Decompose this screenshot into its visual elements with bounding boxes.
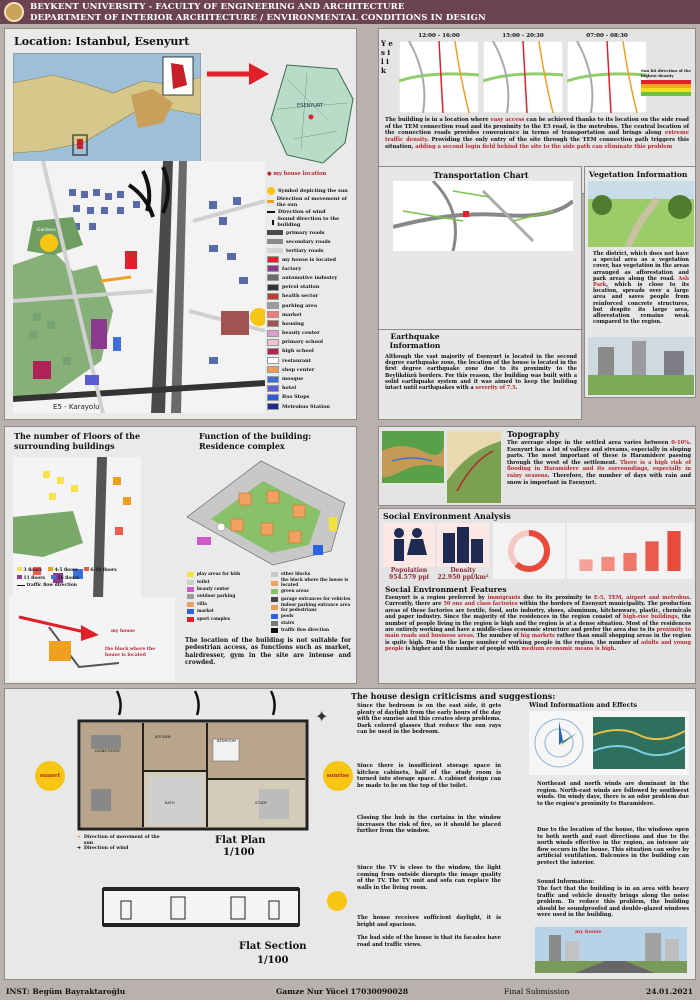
function-legend-label: the block where the house is located	[281, 577, 349, 588]
social-panel	[378, 508, 696, 684]
footer-instructor: INST: Begüm Bayraktaroğlu	[6, 987, 126, 996]
donut-chart	[493, 523, 565, 579]
legend-row	[267, 402, 337, 411]
map-symbol-legend: Symbol depicting the sun Direction of movement of the sun Direction of wind Sound direction to the building primary roads secondary roads tertiary roads	[267, 185, 355, 255]
function-legend-row	[271, 627, 355, 634]
legend-label: automotive industry	[282, 274, 338, 281]
sun-diagram	[483, 33, 563, 113]
legend-row	[267, 374, 337, 383]
earthquake-panel	[378, 330, 582, 420]
floors-title: The number of Floors of the surrounding buildings	[14, 431, 141, 451]
social-title: Social Environment Analysis	[383, 511, 511, 521]
sunrise-sun-icon: sunrise	[323, 761, 353, 791]
legend-label: Metrobus Station	[282, 403, 330, 410]
access-text: The building is in a location where easy access can be achieved thanks to its location on the side road of the TEM connection road and its proximity to the E5 road, is the metrobus. The central location of the connection roads provides convenience in terms of transportation and brings along extreme traffic density. Providing the only entry of the site through the TEM connection path triggers this situation, adding a second login field behind the site to the side path can eliminate this problem	[385, 117, 689, 150]
bar-c	[623, 553, 636, 571]
bar-a	[579, 559, 592, 571]
function-legend-swatch	[187, 587, 194, 592]
density-stat: Density 22.950 ppl/km²	[437, 567, 489, 581]
legend-row	[267, 338, 337, 347]
park-photo	[588, 181, 694, 247]
design-p3: Closing the hub in the curtains in the window increases the risk of fire, so it should be placed further from the window.	[357, 815, 501, 835]
legend-row	[267, 264, 337, 273]
vegetation-text: The district, which does not have a special area as a vegetation cover, has vegetation in the areas arranged as afforestation and park areas along the road. Aslı Park, which is close to its location, spreads over a large area and saves people from reinforced concrete structures, but despite its large area, afforestation remains weak compared to the region.	[593, 251, 689, 326]
footer-submission: Final Submission	[504, 987, 570, 996]
legend-label: primary school	[282, 339, 323, 346]
function-note: The location of the building is not suitable for pedestrian access, as functions such as market, hairdresser, gym in the site are intense and crowded.	[185, 637, 351, 666]
wind-q1: Northeast and north winds are dominant in the region. North-east winds are followed by southwest winds. On windy days, there is an odor problem due to the region's proximity to Haramidere.	[537, 781, 689, 807]
city-photo	[588, 337, 694, 395]
function-legend-swatch	[271, 589, 278, 594]
function-legend-label: green areas	[281, 588, 309, 594]
floors-legend: 3 floors 4-5 floors 6-10 floors 11 floors 16 floors traffic flow direction	[17, 567, 141, 588]
function-legend-swatch	[187, 617, 194, 622]
buildings-icon	[437, 523, 489, 567]
function-legend-swatch	[271, 597, 278, 602]
topography-title: Topography	[507, 429, 560, 439]
district-label: ESENYURT	[297, 103, 324, 109]
sun-time-label: 07:00 - 08:30	[586, 33, 628, 39]
function-legend-label: toilet	[197, 578, 210, 584]
legend-swatch	[267, 385, 279, 392]
legend-label: Bus Stops	[282, 394, 310, 401]
wind-q3-title: Sound Information:	[537, 879, 595, 885]
function-legend-swatch	[271, 581, 278, 586]
function-legend-row	[187, 586, 271, 593]
floors-function-panel	[4, 426, 357, 684]
function-legend-label: market	[197, 608, 214, 614]
legend-swatch	[267, 256, 279, 263]
bar-d	[645, 541, 658, 571]
sound-direction-icon	[267, 220, 274, 225]
design-p4: Since the TV is close to the window, the light coming from outside disrupts the image quality of the TV. The TV unit and sofa can replace the walls in the living room.	[357, 865, 501, 891]
function-legend-swatch	[271, 605, 278, 610]
wind-site-diagram	[9, 597, 175, 681]
site-analysis-map	[13, 161, 265, 413]
legend-row	[267, 273, 337, 282]
street-photo-label: my house	[575, 929, 602, 935]
secondary-road-swatch	[267, 239, 283, 244]
transport-chart	[393, 181, 573, 251]
legend-row	[267, 301, 337, 310]
sun-diagram	[567, 33, 647, 113]
design-p2: Since there is insufficient storage space in kitchen cabinets, half of the study room is turned into storage space. A cabinet design can be made to be on the top of the toilet.	[357, 763, 501, 789]
wind-direction-icon	[267, 211, 275, 213]
plan-title: Flat Plan	[215, 835, 266, 846]
legend-swatch	[267, 366, 279, 373]
wind-rose-chart	[529, 711, 689, 775]
legend-swatch	[267, 311, 279, 318]
e5-road-label: E5 - Karayolu	[53, 403, 100, 411]
legend-label: health sector	[282, 293, 319, 300]
sunset-sun-icon: sunset	[35, 761, 65, 791]
street-photo	[535, 927, 687, 973]
function-legend-swatch	[187, 580, 194, 585]
topography-relief	[447, 431, 501, 503]
function-legend-row	[187, 593, 271, 600]
function-legend-swatch	[271, 621, 278, 626]
plan-legend: ➜ Direction of movement of the sun ➜ Direction of wind	[77, 835, 160, 851]
wind-title: Wind Information and Effects	[529, 701, 638, 709]
transport-title: Transportation Chart	[433, 170, 529, 180]
function-legend-swatch	[187, 602, 194, 607]
wind-arrows-top	[105, 689, 285, 719]
earthquake-text: Although the vast majority of Esenyurt is located in the second degree earthquake zone, the location of the house is located in the first degree earthquake zone due to its proximity to the Beylikdüzü borders. For this reason, the building was built with a solid earthquake system and it was aimed to keep the building intact until earthquakes with a severity of 7.5.	[385, 354, 577, 392]
topography-text: The average slope in the settled area varies between 0-10%. Esenyurt has a lot of valleys and streams, especially in sloping parts. The most important of these is Haramidere passing through the west of the settlement. There is a high risk of flooding in Haramidere and its surroundings, especially in rainy seasons. Therefore, the number of days with rain and snow is important in Esenyurt.	[507, 440, 691, 486]
function-legend-row	[271, 588, 355, 595]
header-line-2: DEPARTMENT OF INTERIOR ARCHITECTURE / ENVIRONMENTAL CONDITIONS IN DESIGN	[30, 12, 486, 23]
section-title: Flat Section	[239, 941, 307, 952]
function-legend-row	[271, 578, 355, 588]
legend-label: parking area	[282, 302, 318, 309]
legend-row	[267, 283, 337, 292]
design-p5: The house receives sufficient daylight, it is bright and spacious.	[357, 915, 501, 928]
room-label-bedroom: BEDROOM	[217, 739, 236, 743]
earthquake-title: Earthquake Information	[389, 332, 441, 350]
sun-diagram-map	[483, 41, 563, 113]
function-legend-label: villa	[197, 600, 207, 606]
footer-student: Gamze Nur Yücel 17030090028	[276, 987, 409, 996]
function-legend	[187, 571, 355, 635]
legend-row	[267, 310, 337, 319]
sun-symbol-icon	[267, 187, 275, 195]
legend-row	[267, 255, 337, 264]
plan-scale: 1/100	[223, 847, 255, 858]
flat-section	[101, 885, 301, 929]
legend-label: market	[282, 311, 302, 318]
function-legend-swatch	[271, 614, 278, 619]
design-title: The house design criticisms and suggestions:	[351, 691, 556, 701]
function-legend-label: sport complex	[197, 615, 231, 621]
legend-swatch	[267, 348, 279, 355]
legend-swatch	[267, 274, 279, 281]
footer	[0, 984, 700, 1000]
people-icon	[383, 523, 435, 567]
legend-row	[267, 347, 337, 356]
legend-row	[267, 384, 337, 393]
sun-diagram	[399, 33, 479, 113]
sun-time-label: 12:00 - 16:00	[418, 33, 460, 39]
legend-swatch	[267, 293, 279, 300]
sun-diagram-map	[567, 41, 647, 113]
function-legend-label: pools	[281, 612, 294, 618]
legend-label: petrol station	[282, 284, 320, 291]
legend-swatch	[267, 330, 279, 337]
function-legend-swatch	[187, 594, 194, 599]
design-p6: The bad side of the house is that its facades have road and traffic views.	[357, 935, 501, 948]
function-legend-row	[187, 601, 271, 608]
room-label-study: STUDY	[255, 801, 267, 805]
land-use-legend	[267, 255, 337, 411]
legend-swatch	[267, 284, 279, 291]
gardens-label: Gardens	[37, 228, 56, 233]
legend-row	[267, 329, 337, 338]
legend-label: housing	[282, 320, 304, 327]
esenyurt-district-map	[267, 59, 355, 169]
function-legend-row	[271, 603, 355, 613]
transport-panel	[378, 166, 582, 330]
legend-swatch	[267, 376, 279, 383]
bar-e	[667, 531, 680, 571]
function-title: Function of the building: Residence complex	[199, 431, 312, 451]
function-legend-swatch	[271, 572, 278, 577]
function-legend-swatch	[187, 572, 194, 577]
legend-swatch	[267, 302, 279, 309]
topography-map	[382, 431, 444, 483]
legend-label: beauty center	[282, 330, 320, 337]
flat-plan	[77, 719, 309, 831]
function-legend-row	[187, 608, 271, 615]
population-stat: Population 954.579 ppl	[389, 567, 429, 581]
function-legend-label: other blocks	[281, 571, 311, 577]
wind-q2: Due to the location of the house, the windows open to both north and east directions and due to the north winds effective in the region, an intense air flow occurs in the house. This situation can solve by artificial ventilation. Balconies in the building can protect the interior.	[537, 827, 689, 866]
function-legend-label: play areas for kids	[197, 571, 241, 577]
complex-site-plan	[181, 457, 351, 569]
header-bar	[0, 0, 700, 24]
legend-label: mosque	[282, 376, 304, 383]
sun-movement-icon	[267, 200, 274, 203]
header-line-1: BEYKENT UNIVERSITY - FACULTY OF ENGINEERING AND ARCHITECTURE	[30, 2, 405, 12]
legend-row	[267, 365, 337, 374]
design-p1: Since the bedroom is on the east side, it gets plenty of daylight from the early hours of the day with the sunrise and this creates sleep problems. Dark colored glasses that reduce the sun rays can be used in the bedroom.	[357, 703, 501, 736]
legend-label: restaurant	[282, 357, 311, 364]
design-panel	[4, 688, 696, 980]
house-marker-label: ● my house location	[267, 171, 327, 177]
legend-row	[267, 356, 337, 365]
function-legend-row	[271, 612, 355, 619]
topography-panel	[378, 426, 696, 506]
function-legend-row	[187, 615, 271, 622]
location-title: Location: Istanbul, Esenyurt	[14, 35, 190, 48]
wind-q3: The fact that the building is in an area with heavy traffic and vehicle density brings along the noise problem. To reduce this problem, the building should be soundproofed and double-glazed windows were used in the building.	[537, 886, 689, 918]
room-label-bath: BATH	[165, 801, 175, 805]
legend-label: my house is located	[282, 256, 337, 263]
university-logo-icon	[4, 2, 24, 22]
legend-row	[267, 319, 337, 328]
legend-swatch	[267, 339, 279, 346]
sun-density-legend: Sun hit direction of the highest density	[641, 69, 691, 96]
zoom-arrow-icon	[205, 59, 271, 89]
function-legend-swatch	[271, 628, 278, 633]
wind-label-block: the block where the house is located	[105, 647, 156, 658]
room-label-kitchen: KITCHEN	[155, 735, 171, 739]
sun-side-letters: Y e s i l i k	[381, 39, 393, 75]
footer-date: 24.01.2021	[646, 987, 693, 996]
function-legend-label: indoor parking entrance area for pedestrians	[281, 601, 351, 612]
function-legend-label: beauty center	[197, 586, 230, 592]
wind-label-house: my house	[111, 629, 135, 634]
legend-swatch	[267, 403, 279, 410]
function-legend-label: garage entrances for vehicles	[281, 595, 351, 601]
legend-row	[267, 292, 337, 301]
bar-b	[601, 557, 614, 571]
vegetation-title: Vegetation Information	[589, 170, 688, 179]
section-scale: 1/100	[257, 955, 289, 966]
function-legend-label: stairs	[281, 620, 295, 626]
legend-swatch	[267, 394, 279, 401]
legend-swatch	[267, 320, 279, 327]
function-legend-row	[187, 571, 271, 578]
function-legend-label: outdoor parking	[197, 593, 236, 599]
social-bar-chart	[567, 523, 693, 579]
section-sun-icon	[327, 891, 347, 911]
legend-label: high school	[282, 348, 314, 355]
vegetation-panel	[584, 166, 696, 398]
location-panel	[4, 28, 357, 420]
function-legend-row	[271, 620, 355, 627]
sun-time-label: 15:00 - 20:30	[502, 33, 544, 39]
tertiary-road-swatch	[267, 248, 283, 253]
legend-label: shop center	[282, 366, 315, 373]
room-label-living: LIVING ROOM	[95, 749, 120, 753]
istanbul-map	[13, 53, 201, 163]
features-title: Social Environment Features	[385, 585, 507, 594]
legend-label: factory	[282, 265, 302, 272]
function-legend-label: traffic flow direction	[281, 627, 330, 633]
primary-road-swatch	[267, 230, 283, 235]
legend-row	[267, 393, 337, 402]
features-text: Esenyurt is a region preferred by immigrants due to its proximity to E-5, TEM, airport and metrobus. Currently, there are 50 one and class factories within the borders of Esenyurt municipality. The production areas of these factories are textile, food, auto industry, shoes, aluminum, kitchenware, plastic, chemicals and paper industry. Since the majority of the residences in the region consist of high-rise buildings, the number of people living in the region is high and the region is at a dense situation. Most of the residences are entirely working and have a middle-class economic structure and prefer the area due to its proximity to main roads and business areas. The number of big markets rather than small shopping areas in the region is quite high. Due to the large number of working people in the region, the number of adults and young people is higher and the number of people with medium economic means is high.	[385, 595, 692, 653]
legend-swatch	[267, 265, 279, 272]
function-legend-row	[187, 578, 271, 585]
function-legend-swatch	[187, 609, 194, 614]
compass-icon: ✦	[315, 707, 329, 726]
legend-swatch	[267, 357, 279, 364]
legend-label: hotel	[282, 385, 297, 392]
sun-diagram-map	[399, 41, 479, 113]
